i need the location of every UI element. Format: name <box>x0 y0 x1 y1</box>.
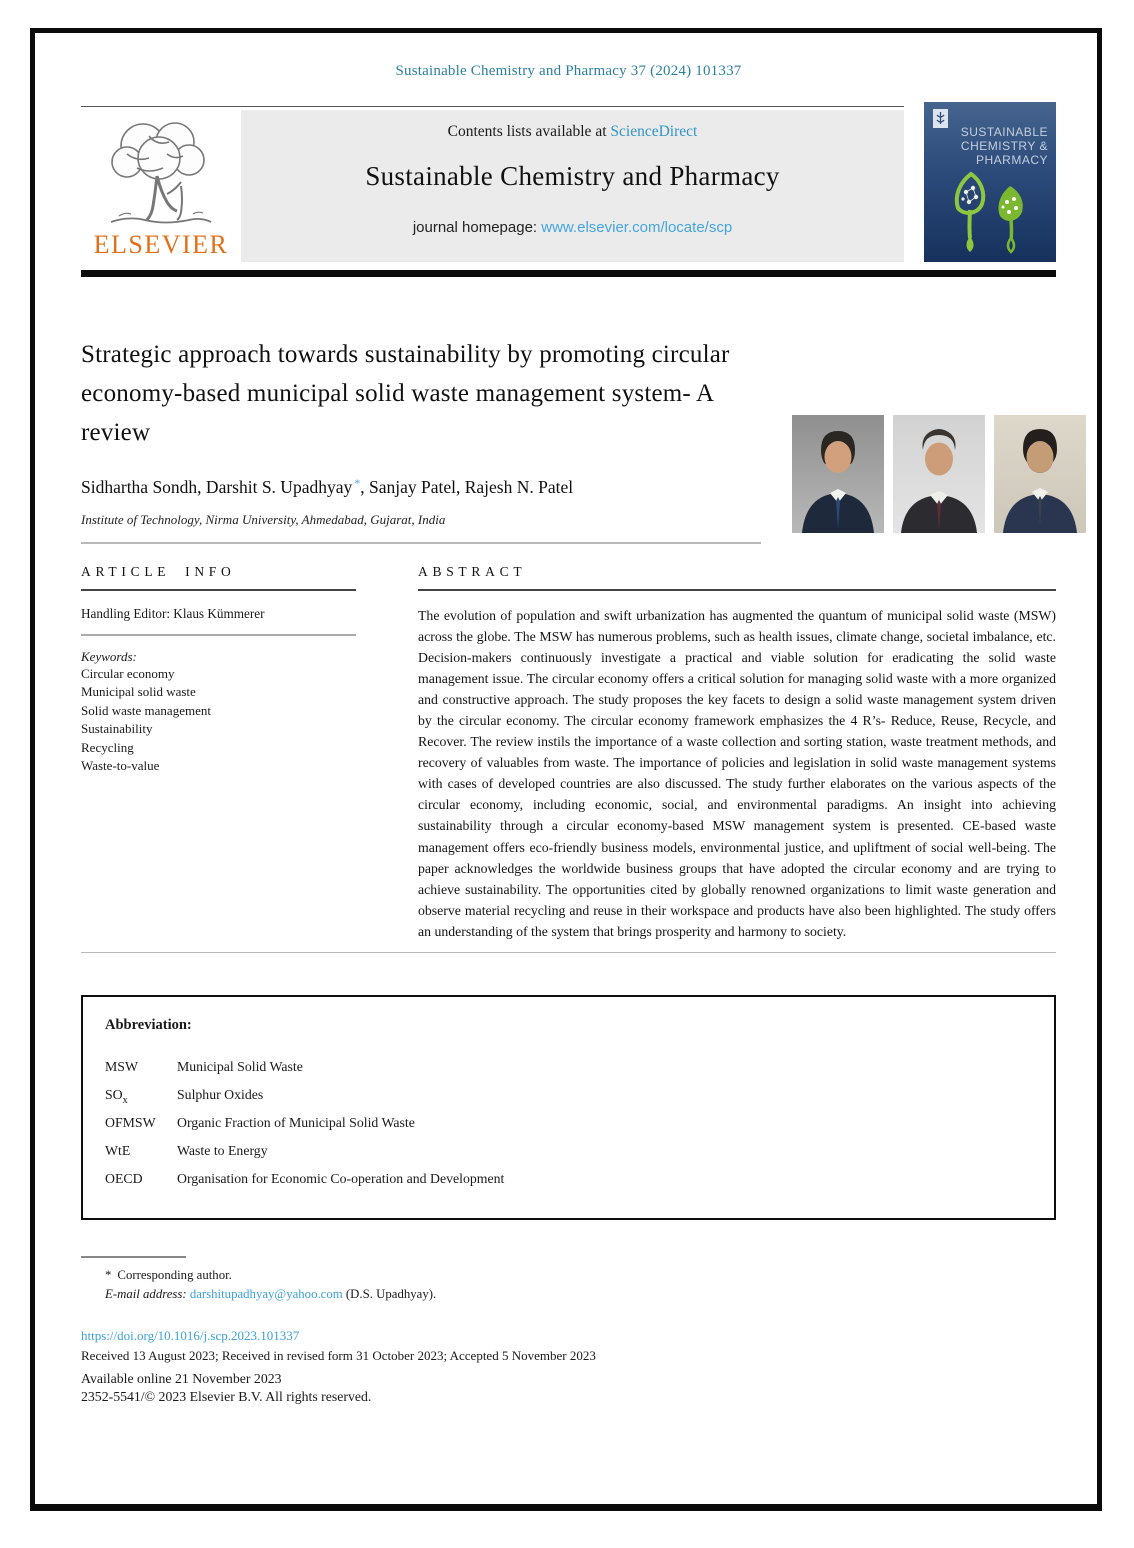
abbreviation-row <box>105 1140 1032 1168</box>
abbreviation-key: OFMSW <box>105 1115 156 1131</box>
abbreviation-key: OECD <box>105 1171 143 1187</box>
abbreviation-row <box>105 1168 1032 1196</box>
article-info-column <box>81 564 356 942</box>
abbreviation-definition: Waste to Energy <box>177 1143 268 1159</box>
affiliation: Institute of Technology, Nirma University, Ahmedabad, Gujarat, India <box>81 512 446 527</box>
keyword-item: Recycling <box>81 739 134 755</box>
received-dates: Received 13 August 2023; Received in revised form 31 October 2023; Accepted 5 November 2023 <box>81 1348 596 1364</box>
abbreviation-row <box>105 1112 1032 1140</box>
header-bottom-rule <box>81 270 1056 277</box>
page-frame <box>30 28 1102 1511</box>
elsevier-wordmark: ELSEVIER <box>93 230 229 259</box>
available-online: Available online 21 November 2023 <box>81 1371 282 1387</box>
abbreviation-key: MSW <box>105 1059 138 1074</box>
keyword-item: Waste-to-value <box>81 758 160 773</box>
author-photo-2 <box>893 415 985 533</box>
issn-copyright: 2352-5541/© 2023 Elsevier B.V. All rights reserved. <box>81 1389 372 1405</box>
author-portrait-icon <box>893 415 985 533</box>
keyword-item: Solid waste management <box>81 702 211 718</box>
author-photo-1 <box>792 415 884 533</box>
email-note <box>81 1287 1056 1302</box>
svg-text:SUSTAINABLE: SUSTAINABLE <box>960 125 1048 139</box>
article-info-heading-rule <box>81 589 356 591</box>
elsevier-tree-icon <box>97 116 225 228</box>
author-photo-3 <box>994 415 1086 533</box>
contents-prefix: Contents lists available at <box>447 123 611 140</box>
article-info-sub-rule <box>81 634 356 636</box>
authors-part2: , Sanjay Patel, Rajesh N. Patel <box>360 477 574 497</box>
doi-line <box>81 1328 1056 1344</box>
abbreviation-definition: Organisation for Economic Co-operation and Development <box>177 1171 505 1187</box>
authors-part1: Sidhartha Sondh, Darshit S. Upadhyay <box>81 477 353 497</box>
journal-cover-art-icon <box>924 102 1056 262</box>
footnote-asterisk: * <box>105 1268 112 1283</box>
journal-title: Sustainable Chemistry and Pharmacy <box>365 161 780 191</box>
email-label: E-mail address: <box>105 1287 187 1302</box>
article-info-heading: ARTICLE INFO <box>81 564 236 579</box>
keyword-item: Circular economy <box>81 665 175 681</box>
abbreviation-row <box>105 1056 1032 1084</box>
journal-reference: Sustainable Chemistry and Pharmacy 37 (2024) 101337 <box>395 63 742 79</box>
journal-cover-image <box>924 102 1056 267</box>
corresponding-author-asterisk[interactable]: * <box>354 476 361 490</box>
abbreviation-definition: Organic Fraction of Municipal Solid Waste <box>177 1115 415 1131</box>
journal-header <box>81 106 1056 267</box>
article-title-line: economy-based municipal solid waste management system- A <box>81 380 715 407</box>
author-portrait-icon <box>994 415 1086 533</box>
svg-text:CHEMISTRY &: CHEMISTRY & <box>960 139 1048 153</box>
homepage-line <box>241 219 904 236</box>
homepage-prefix: journal homepage: <box>412 219 542 236</box>
abbreviation-definition: Municipal Solid Waste <box>177 1059 303 1074</box>
abbreviation-key: $SO_x$ <box>105 1087 128 1106</box>
keyword-item: Municipal solid waste <box>81 684 196 699</box>
author-portrait-icon <box>792 415 884 533</box>
abbreviation-definition: Sulphur Oxides <box>177 1087 264 1103</box>
abstract-heading-rule <box>418 589 1056 591</box>
homepage-url-link[interactable]: www.elsevier.com/locate/scp <box>541 219 733 236</box>
elsevier-logo <box>81 110 241 267</box>
keyword-item: Sustainability <box>81 721 153 736</box>
corresponding-text: Corresponding author. <box>117 1268 232 1283</box>
article-title-line: review <box>81 419 151 446</box>
abbreviation-key: WtE <box>105 1143 131 1159</box>
svg-text:PHARMACY: PHARMACY <box>975 153 1048 167</box>
abbreviation-row <box>105 1084 1032 1112</box>
abstract-text: The evolution of population and swift urbanization has augmented the quantum of municipal solid waste (MSW) across the globe. The MSW has numerous problems, such as health issues, climate change, societal imbalance, etc. Decision-makers continuously investigate a practical and viable solution for eradicating the solid waste management issue. The circular economy offers a critical solution for managing solid waste with a more organized and constructive approach. The study proposes the key facets to design a solid waste management system driven by the circular economy. The circular economy framework emphasizes the 4 R’s- Reduce, Reuse, Recycle, and Recover. The review instils the importance of a waste collection and sorting station, waste treatment methods, and recovery of valuables from waste. The importance of policies and legislation in solid waste management systems with cases of developed countries are also discussed. The study further elaborates on the various aspects of the circular economy, including economic, social, and environmental paradigms. An insight into achieving sustainability through a circular economy-based MSW management system is presented. CE-based waste management offers eco-friendly business models, environmental justice, and upliftment of social well-being. The paper acknowledges the worldwide business groups that have adopted the circular economy and are trying to achieve sustainability. The opportunities cited by globally renowned organizations to limit waste generation and observe material recycling and reuse in their workspace and products have also been highlighted. The study offers an understanding of the system that brings prosperity and harmony to society. <box>418 607 1056 939</box>
abbreviation-label: Abbreviation: <box>105 1017 192 1033</box>
sciencedirect-link[interactable]: ScienceDirect <box>610 123 698 140</box>
journal-banner <box>241 110 904 262</box>
abstract-heading: ABSTRACT <box>418 564 527 579</box>
abbreviation-box <box>81 995 1056 1220</box>
author-photos <box>792 415 1086 533</box>
footnote-rule <box>81 1256 186 1258</box>
email-link[interactable]: darshitupadhyay@yahoo.com <box>189 1287 343 1302</box>
corresponding-author-note <box>81 1268 1056 1283</box>
article-title-line: Strategic approach towards sustainability by promoting circular <box>81 341 730 368</box>
doi-link[interactable]: https://doi.org/10.1016/j.scp.2023.101337 <box>81 1328 300 1344</box>
handling-editor: Handling Editor: Klaus Kümmerer <box>81 605 265 621</box>
email-suffix: (D.S. Upadhyay). <box>342 1287 437 1302</box>
contents-line <box>241 123 904 141</box>
abstract-column <box>418 564 1056 942</box>
keywords-label: Keywords: <box>81 648 137 664</box>
